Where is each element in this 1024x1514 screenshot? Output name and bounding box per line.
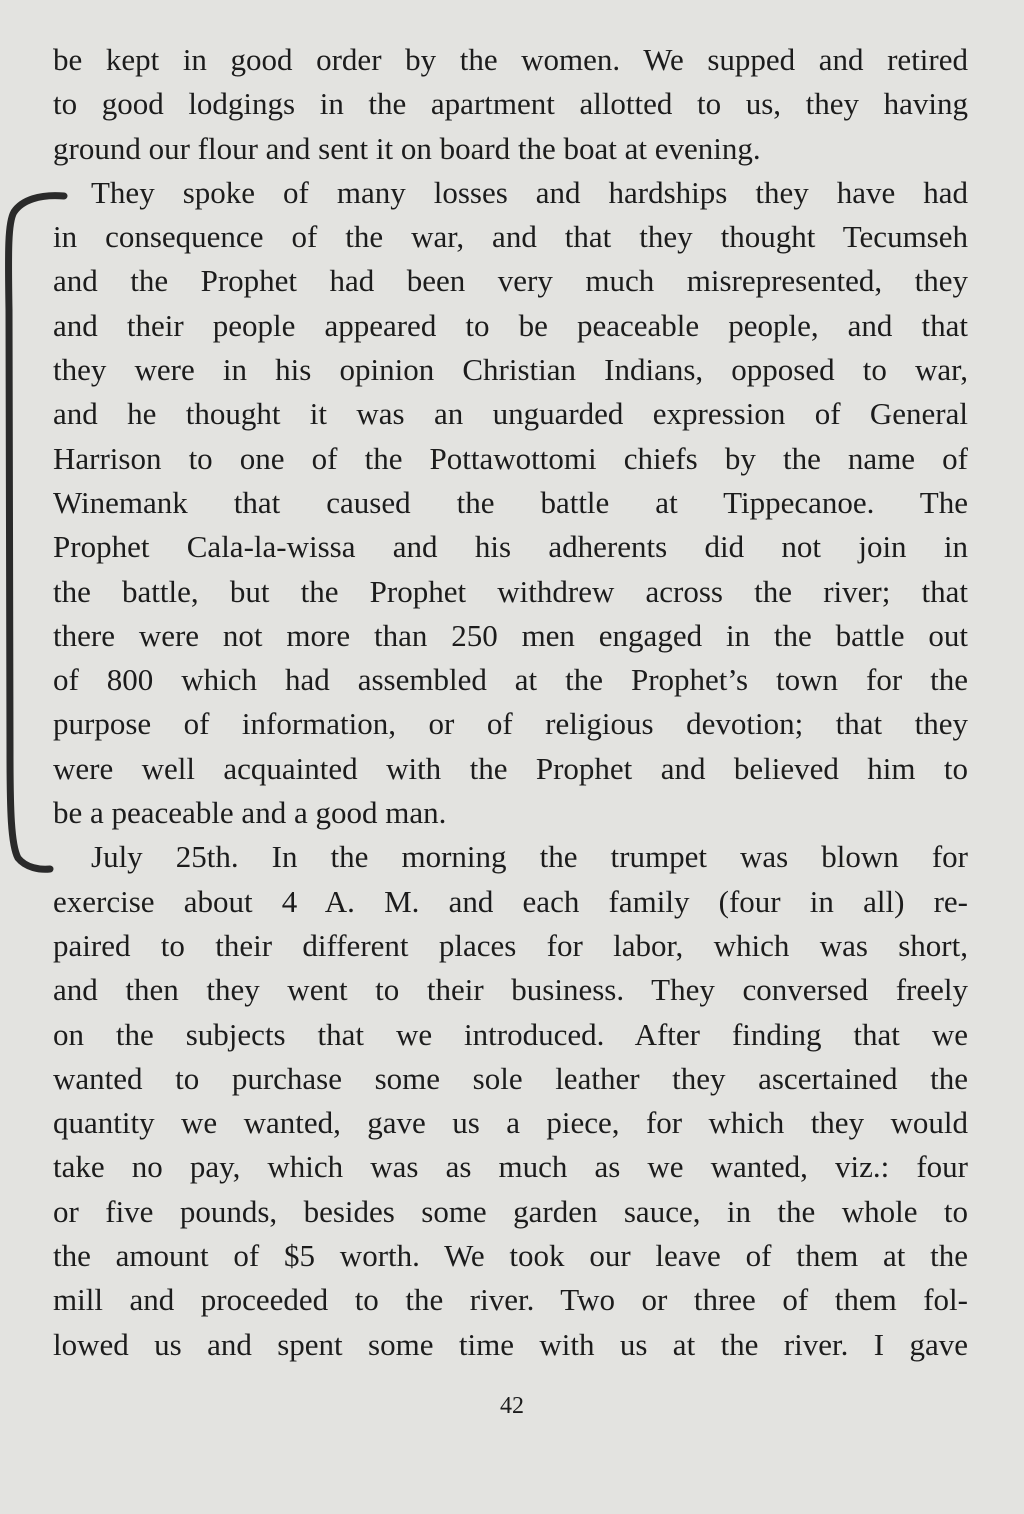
text-line: be a peaceable and a good man. — [53, 795, 447, 831]
text-line: or five pounds, besides some garden sauce, in the whole to — [53, 1193, 968, 1229]
text-line: ground our flour and sent it on board the boat at evening. — [53, 130, 761, 166]
text-line: exercise about 4 A. M. and each family (four in all) re- — [53, 883, 968, 919]
text-line: and their people appeared to be peaceable people, and that — [53, 307, 968, 343]
text-line: July 25th. In the morning the trumpet was blown for — [91, 839, 968, 875]
text-line: Winemank that caused the battle at Tippecanoe. The — [53, 484, 968, 520]
text-line: quantity we wanted, gave us a piece, for which they would — [53, 1105, 968, 1141]
text-line: they were in his opinion Christian Indians, opposed to war, — [53, 352, 968, 388]
text-line: the battle, but the Prophet withdrew across the river; that — [53, 573, 968, 609]
text-line: on the subjects that we introduced. After finding that we — [53, 1016, 968, 1052]
text-line: purpose of information, or of religious devotion; that they — [53, 706, 968, 742]
text-line: be kept in good order by the women. We supped and retired — [53, 42, 968, 77]
text-line: wanted to purchase some sole leather they ascertained the — [53, 1060, 968, 1096]
text-line: paired to their different places for labor, which was short, — [53, 927, 968, 963]
text-line: there were not more than 250 men engaged in the battle out — [53, 617, 968, 653]
text-line: to good lodgings in the apartment allotted to us, they having — [53, 86, 968, 122]
text-line: and then they went to their business. They conversed freely — [53, 972, 968, 1008]
text-line: take no pay, which was as much as we wanted, viz.: four — [53, 1149, 968, 1185]
body-text — [53, 38, 968, 1367]
text-line: lowed us and spent some time with us at the river. I gave — [53, 1326, 968, 1362]
text-line: the amount of $5 worth. We took our leave of them at the — [53, 1238, 968, 1274]
text-line: They spoke of many losses and hardships they have had — [91, 174, 968, 210]
text-line: Harrison to one of the Pottawottomi chiefs by the name of — [53, 440, 968, 476]
text-line: mill and proceeded to the river. Two or three of them fol- — [53, 1282, 968, 1318]
text-line: and the Prophet had been very much misrepresented, they — [53, 263, 968, 299]
text-line: were well acquainted with the Prophet and believed him to — [53, 750, 968, 786]
text-line: of 800 which had assembled at the Prophet’s town for the — [53, 662, 968, 698]
text-line: and he thought it was an unguarded expression of General — [53, 396, 968, 432]
text-line: Prophet Cala-la-wissa and his adherents did not join in — [53, 529, 968, 565]
page-number: 42 — [500, 1393, 524, 1419]
text-line: in consequence of the war, and that they thought Tecumseh — [53, 219, 968, 255]
